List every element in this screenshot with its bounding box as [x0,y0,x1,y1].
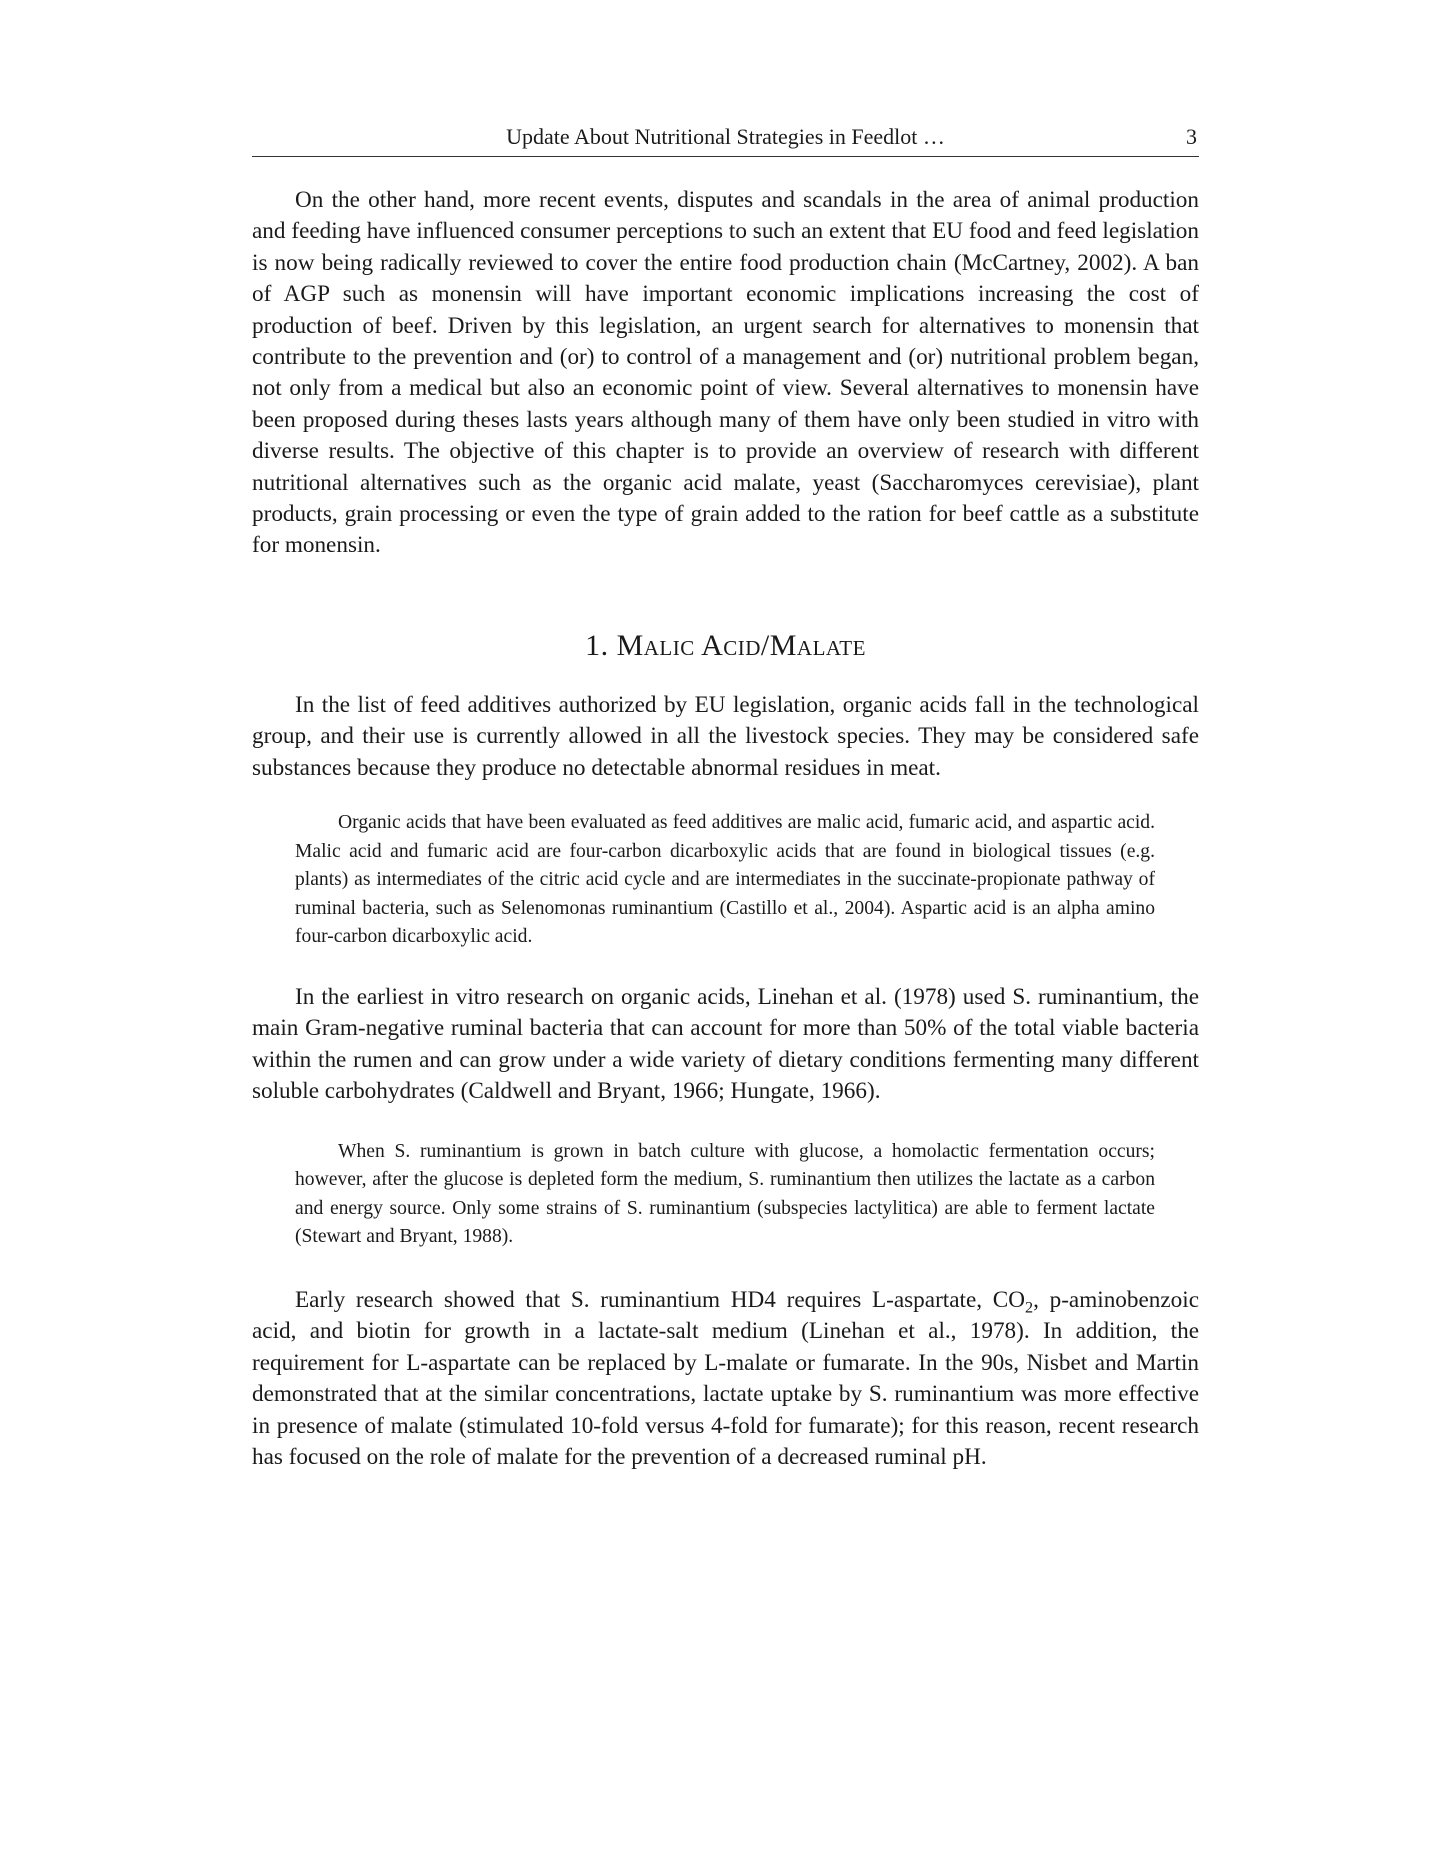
intro-paragraph: On the other hand, more recent events, disputes and scandals in the area of animal production and feeding have influenced consumer perceptions to such an extent that EU food and feed legislation is now being radically reviewed to cover the entire food production chain (McCartney, 2002). A ban of AGP such as monensin will have important economic implications increasing the cost of production of beef. Driven by this legislation, an urgent search for alternatives to monensin that contribute to the prevention and (or) to control of a management and (or) nutritional problem began, not only from a medical but also an economic point of view. Several alternatives to monensin have been proposed during theses lasts years although many of them have only been studied in vitro with diverse results. The objective of this chapter is to provide an overview of research with different nutritional alternatives such as the organic acid malate, yeast (Saccharomyces cerevisiae), plant products, grain processing or even the type of grain added to the ration for beef cattle as a substitute for monensin. [252,187,1199,559]
paragraph-3-text-b: , p-aminobenzoic acid, and biotin for growth in a lactate-salt medium (Linehan et al., 1978). In addition, the requirement for L-aspartate can be replaced by L-malate or fumarate. In the 90s, Nisbet and Martin demonstrated that at the similar concentrations, lactate uptake by S. ruminantium was more effective in presence of malate (stimulated 10-fold versus 4-fold for fumarate); for this reason, recent research has focused on the role of malate for the prevention of a decreased ruminal pH. [252,1287,1199,1471]
page-number: 3 [1186,124,1197,149]
page [252,118,1199,1474]
block-quote-1: Organic acids that have been evaluated as feed additives are malic acid, fumaric acid, and aspartic acid. Malic acid and fumaric acid are four-carbon dicarboxylic acids that are found in biological tissues (e.g. plants) as intermediates of the citric acid cycle and are intermediates in the succinate-propionate pathway of ruminal bacteria, such as Selenomonas ruminantium (Castillo et al., 2004). Aspartic acid is an alpha amino four-carbon dicarboxylic acid. [295,812,1155,948]
running-header [252,118,1199,157]
running-title: Update About Nutritional Strategies in Feedlot … [506,124,945,149]
paragraph-3-text-a: Early research showed that S. ruminantium HD4 requires L-aspartate, CO [295,1287,1025,1314]
section-paragraph-1: In the list of feed additives authorized by EU legislation, organic acids fall in the technological group, and their use is currently allowed in all the livestock species. They may be considered safe substances because they produce no detectable abnormal residues in meat. [252,691,1199,781]
co2-subscript: 2 [1024,1298,1034,1317]
section-heading: 1. Malic Acid/Malate [585,628,866,662]
section-paragraph-2: In the earliest in vitro research on organic acids, Linehan et al. (1978) used S. ruminantium, the main Gram-negative ruminal bacteria that can account for more than 50% of the total viable bacteria within the rumen and can grow under a wide variety of dietary conditions fermenting many different soluble carbohydrates (Caldwell and Bryant, 1966; Hungate, 1966). [252,984,1199,1105]
section-paragraph-3 [252,1285,1199,1473]
block-quote-2: When S. ruminantium is grown in batch culture with glucose, a homolactic fermentation occurs; however, after the glucose is depleted form the medium, S. ruminantium then utilizes the lactate as a carbon and energy source. Only some strains of S. ruminantium (subspecies lactylitica) are able to ferment lactate (Stewart and Bryant, 1988). [295,1140,1155,1248]
